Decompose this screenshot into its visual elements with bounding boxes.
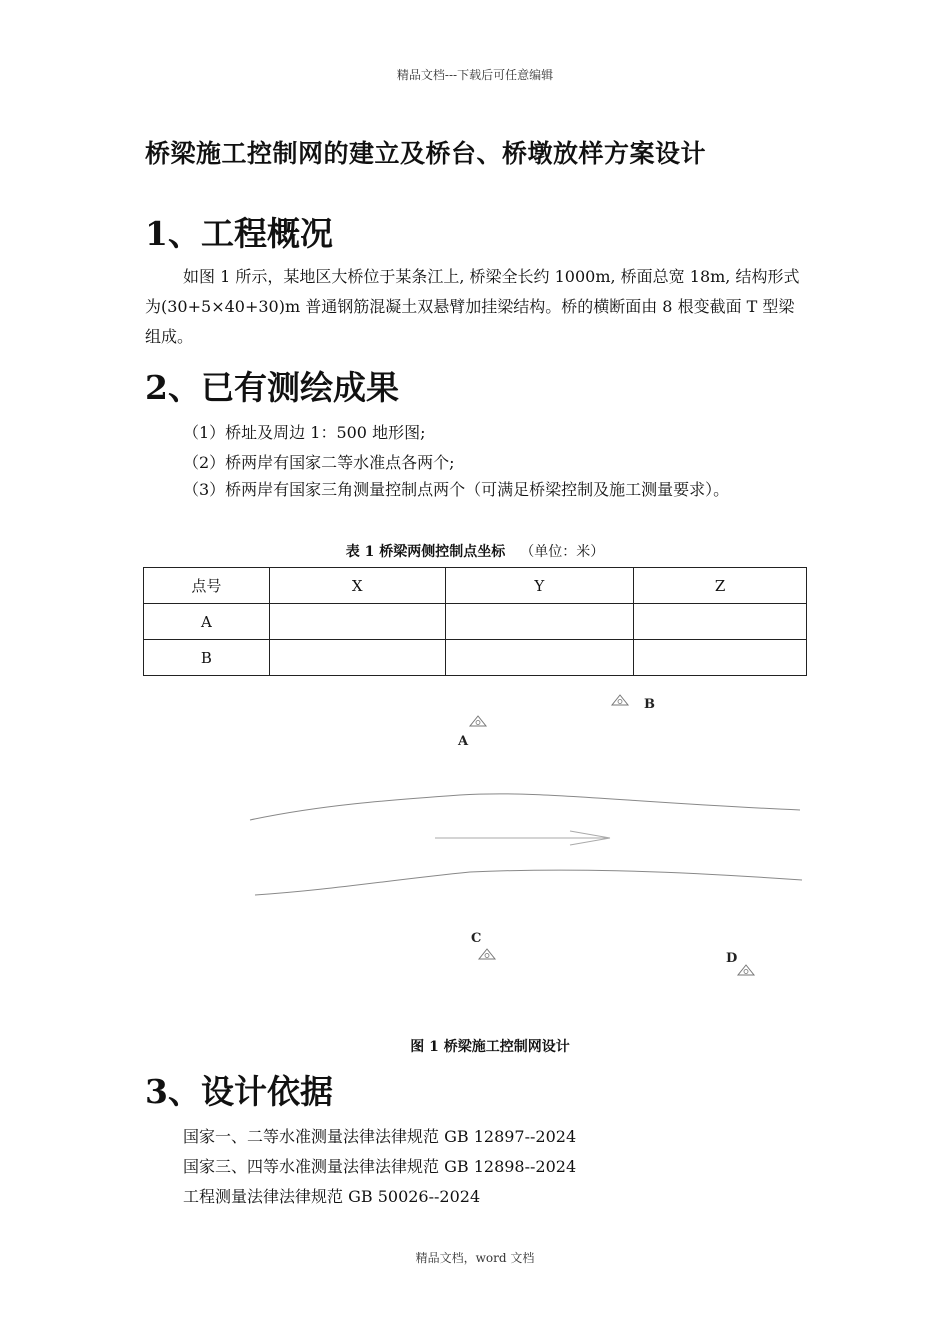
section-2-item-2: （2）桥两岸有国家二等水准点各两个; (183, 453, 455, 472)
header-cell-z: Z (634, 568, 807, 604)
control-point-c (471, 931, 495, 959)
table-row (144, 640, 807, 676)
standard-item-3: 工程测量法律法律规范 GB 50026--2024 (183, 1187, 481, 1206)
table-caption-title: 表 1 桥梁两侧控制点坐标 (345, 544, 506, 560)
table-caption (0, 541, 950, 561)
page-header: 精品文档---下载后可任意编辑 (396, 68, 554, 82)
section-1-body: 如图 1 所示，某地区大桥位于某条江上, 桥梁全长约 1000m, 桥面总宽 18m, 结构形式为(30+5×40+30)m 普通钢筋混凝土双悬臂加挂梁结构。桥的横断面由 8 根变截面 T 型梁组成。 (145, 267, 800, 346)
section-2-item-1: （1）桥址及周边 1：500 地形图; (183, 423, 426, 442)
point-label-c: C (471, 931, 482, 946)
section-2-item-3: （3）桥两岸有国家三角测量控制点两个（可满足桥梁控制及施工测量要求）。 (183, 480, 730, 499)
bridge-control-network-figure (240, 690, 820, 990)
table-cell (269, 604, 445, 640)
point-label-b: B (644, 697, 655, 712)
point-label-d: D (726, 951, 738, 966)
river-flow-arrow (435, 831, 610, 845)
table-cell: B (144, 640, 270, 676)
control-point-a (457, 716, 486, 749)
table-cell (269, 640, 445, 676)
river-bank-north (250, 794, 800, 820)
point-label-a: A (458, 734, 469, 749)
page-footer: 精品文档，word 文档 (415, 1251, 535, 1265)
table-cell (634, 640, 807, 676)
table-cell (445, 640, 634, 676)
table-caption-unit: （单位：米） (520, 544, 605, 560)
figure-caption: 图 1 桥梁施工控制网设计 (410, 1039, 570, 1055)
header-cell-x: X (269, 568, 445, 604)
header-cell-point: 点号 (144, 568, 270, 604)
section-1-heading: 1、工程概况 (145, 214, 333, 253)
table-cell (634, 604, 807, 640)
section-3-heading: 3、设计依据 (145, 1072, 333, 1111)
section-2-heading: 2、已有测绘成果 (145, 368, 399, 407)
standard-item-1: 国家一、二等水准测量法律法律规范 GB 12897--2024 (183, 1127, 577, 1146)
table-header-row (144, 568, 807, 604)
river-bank-south (255, 870, 802, 895)
standard-item-2: 国家三、四等水准测量法律法律规范 GB 12898--2024 (183, 1157, 577, 1176)
control-point-d (726, 951, 754, 975)
table-cell: A (144, 604, 270, 640)
header-cell-y: Y (445, 568, 634, 604)
document-title: 桥梁施工控制网的建立及桥台、桥墩放样方案设计 (145, 139, 707, 168)
table-row (144, 604, 807, 640)
control-point-b (612, 695, 655, 712)
table-cell (445, 604, 634, 640)
control-point-table (143, 567, 807, 676)
